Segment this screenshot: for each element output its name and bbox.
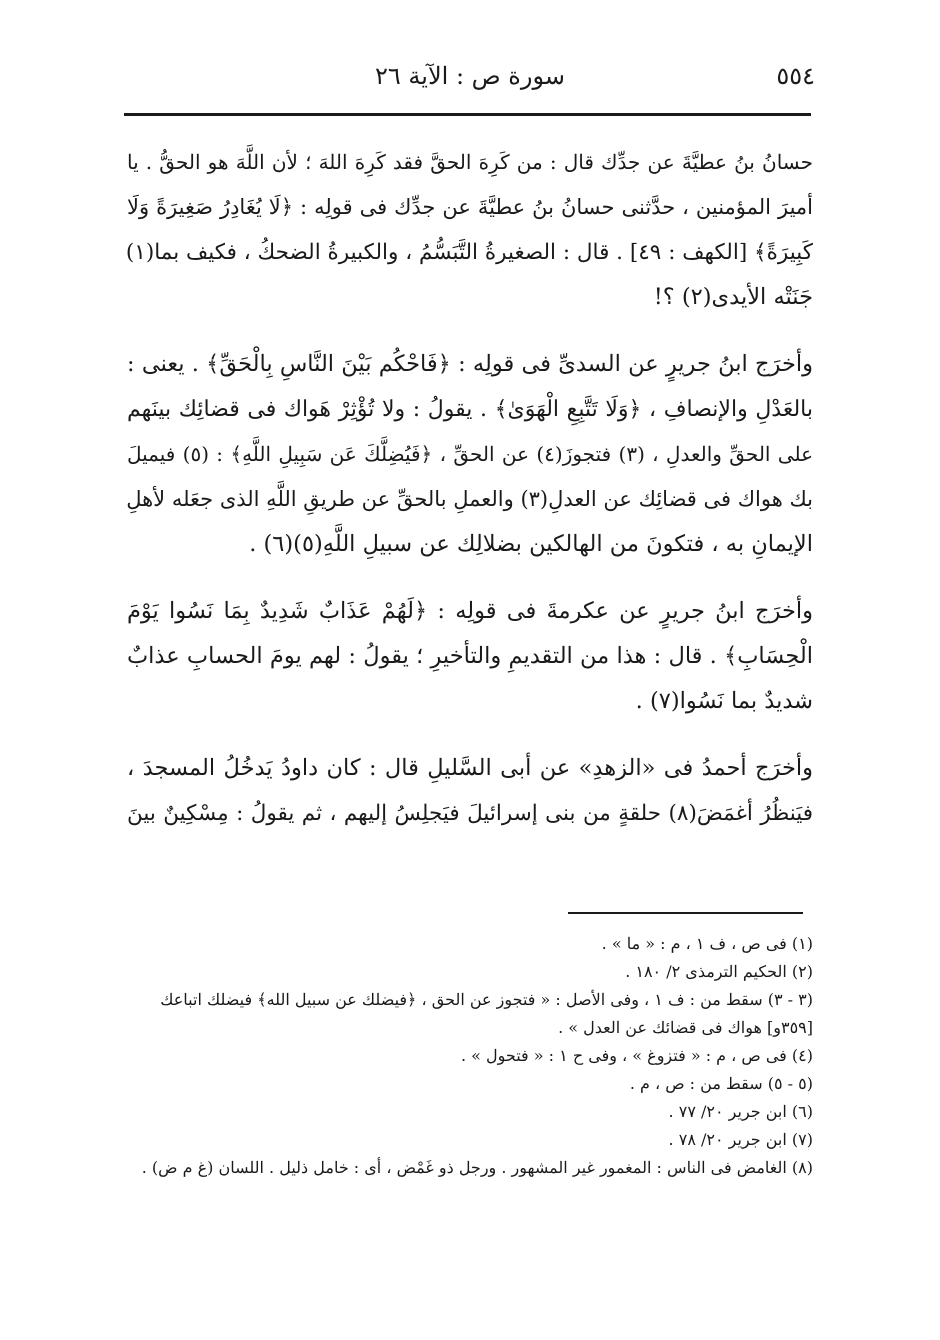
paragraph xyxy=(127,746,813,836)
text-line: وأخرَج ابنُ جريرٍ عن السدىِّ فى قولِه : ﴿فَاحْكُم بَيْنَ النَّاسِ بِالْحَقِّ﴾ . يعنى : xyxy=(127,351,813,377)
footnote: (١) فى ص ، ف ١ ، م : « ما » . xyxy=(601,934,813,953)
footnote: (٦) ابن جرير ٢٠/ ٧٧ . xyxy=(668,1102,813,1121)
paragraph xyxy=(127,140,813,320)
text-line: كَبِيرَةً﴾ [الكهف : ٤٩] . قال : الصغيرةُ التَّبَسُّمُ ، والكبيرةُ الضحكُ ، فكيف بما(١) xyxy=(125,240,813,265)
main-text xyxy=(127,140,813,836)
text-line: شديدٌ بما نَسُوا(٧) . xyxy=(635,688,813,714)
footnote: (٨) الغامض فى الناس : المغمور غير المشهور . ورجل ذو غَمْض ، أى : خامل ذليل . اللسان (غ م ض) . xyxy=(141,1158,813,1177)
text-line: بالعَدْلِ والإنصافِ ، ﴿وَلَا تَتَّبِعِ الْهَوَىٰ﴾ . يقولُ : ولا تُؤْثِرْ هَواك فى قضائِك بينَهم xyxy=(127,397,813,422)
page-number: ٥٥٤ xyxy=(776,62,815,90)
footnote: (٤) فى ص ، م : « فتزوغ » ، وفى ح ١ : « فتحول » . xyxy=(460,1046,813,1065)
text-line: الإيمانِ به ، فتكونَ من الهالكين بضلالِك عن سبيلِ اللَّهِ(٥)(٦) . xyxy=(249,531,813,557)
text-line: على الحقِّ والعدلِ ، (٣) فتجوزَ(٤) عن الحقِّ ، ﴿فَيُضِلَّكَ عَن سَبِيلِ اللَّهِ﴾ : (٥) فيميلَ xyxy=(127,442,813,466)
footnote: (٥ - ٥) سقط من : ص ، م . xyxy=(629,1074,813,1093)
text-line: فيَنظُرُ أغمَضَ(٨) حلقةٍ من بنى إسرائيلَ فيَجلِسُ إليهم ، ثم يقولُ : مِسْكِينٌ بينَ xyxy=(127,801,813,826)
footnotes xyxy=(127,930,813,1182)
header-rule xyxy=(124,113,811,116)
text-line: الْحِسَابِ﴾ . قال : هذا من التقديمِ والتأخيرِ ؛ يقولُ : لهم يومَ الحسابِ عذابٌ xyxy=(127,643,813,669)
text-line: جَنَتْه الأيدى(٢) ؟! xyxy=(653,284,813,310)
footnote-continuation: [٣٥٩و] هواك فى قضائك عن العدل » . xyxy=(558,1018,813,1037)
paragraph xyxy=(127,342,813,567)
page-header xyxy=(125,62,815,102)
paragraph-gap xyxy=(127,724,813,746)
text-line: حسانُ بنُ عطيَّةَ عن جدِّك قال : من كَرِهَ الحقَّ فقد كَرِهَ اللهَ ؛ لأن اللَّهَ هو الحقُّ . يا xyxy=(127,150,814,174)
paragraph xyxy=(127,589,813,724)
text-line: وأخرَج أحمدُ فى «الزهدِ» عن أبى السَّليلِ قال : كان داودُ يَدخُلُ المسجدَ ، xyxy=(127,755,813,781)
footnote: (٣ - ٣) سقط من : ف ١ ، وفى الأصل : « فتجوز عن الحق ، ﴿فيضلك عن سبيل الله﴾ فيضلك اتباعك xyxy=(160,990,813,1009)
running-title: سورة ص : الآية ٢٦ xyxy=(375,62,565,90)
text-line: وأخرَج ابنُ جريرٍ عن عكرمةَ فى قولِه : ﴿لَهُمْ عَذَابٌ شَدِيدٌ بِمَا نَسُوا يَوْمَ xyxy=(127,598,813,624)
footnote: (٧) ابن جرير ٢٠/ ٧٨ . xyxy=(668,1130,813,1149)
text-line: أميرَ المؤمنين ، حدَّثنى حسانُ بنُ عطيَّةَ عن جدِّك فى قولِه : ﴿لَا يُغَادِرُ صَغِيرَةً وَلَا xyxy=(127,195,813,219)
footnote-rule xyxy=(568,912,803,914)
paragraph-gap xyxy=(127,320,813,342)
paragraph-gap xyxy=(127,567,813,589)
text-line: بك هواك فى قضائِك عن العدلِ(٣) والعملِ بالحقِّ عن طريقِ اللَّهِ الذى جعَله لأهلِ xyxy=(126,487,813,511)
footnote: (٢) الحكيم الترمذى ٢/ ١٨٠ . xyxy=(625,962,813,981)
